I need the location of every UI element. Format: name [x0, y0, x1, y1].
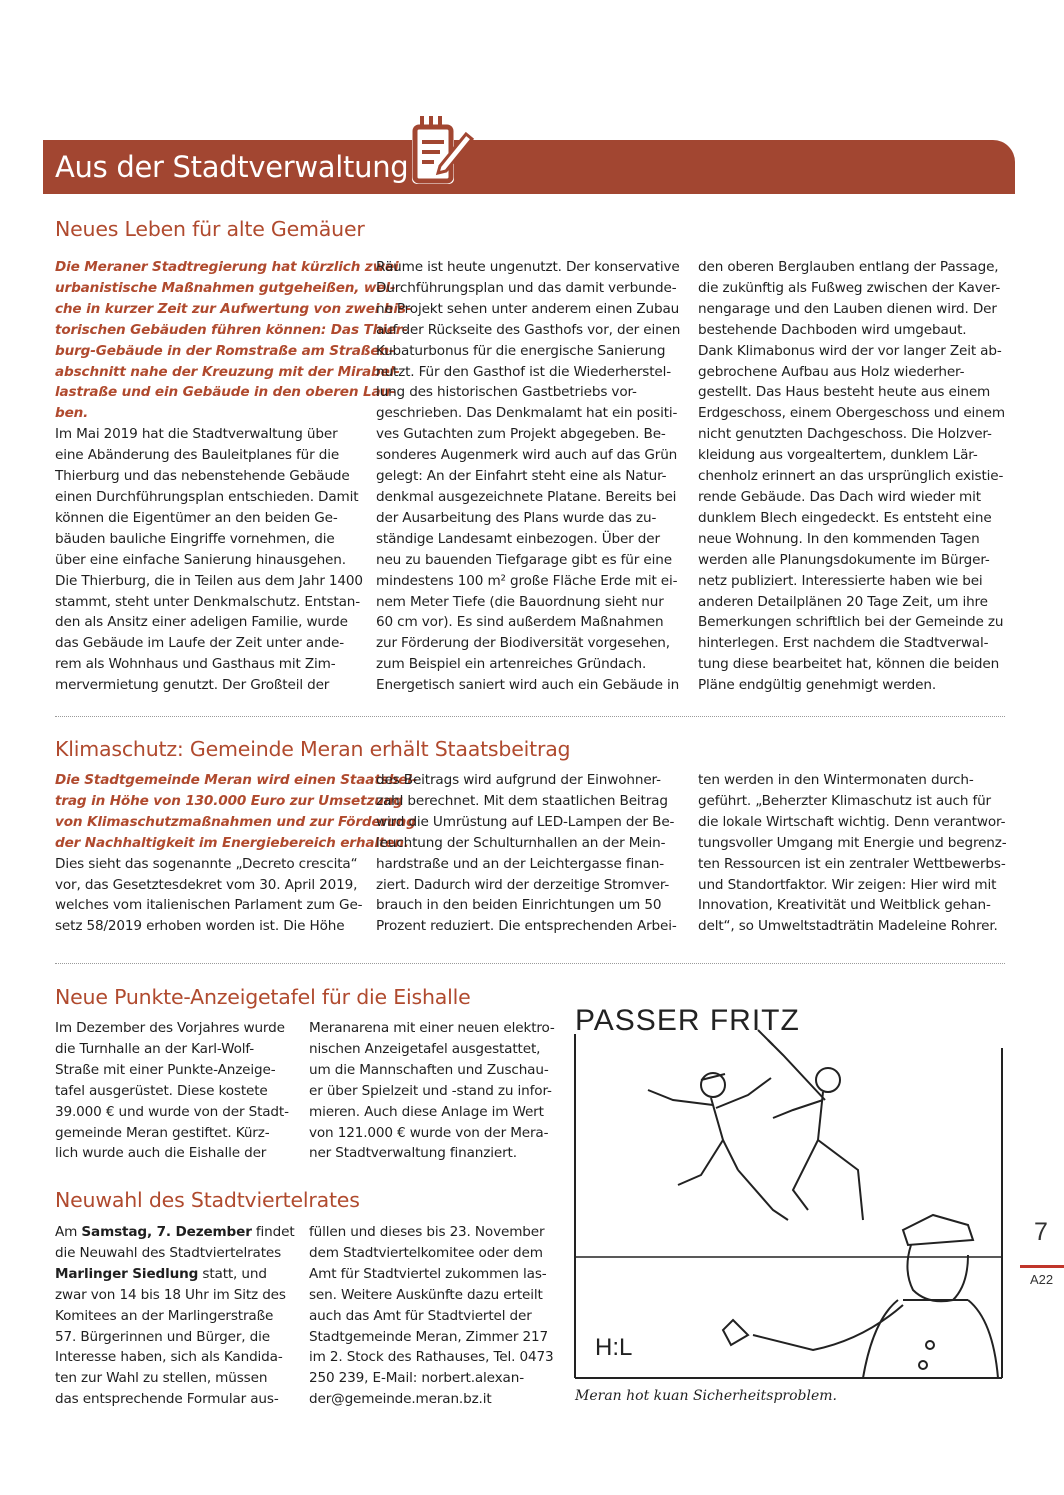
text-line: sen. Weitere Auskünfte dazu erteilt	[309, 1286, 543, 1303]
text-line: im 2. Stock des Rathauses, Tel. 0473	[309, 1349, 554, 1366]
text-line: gemeinde Meran gestiftet. Kürz-	[55, 1124, 270, 1141]
text-line: das Gebäude im Laufe der Zeit unter ande-	[55, 635, 345, 652]
text-line: werden alle Planungsdokumente im Bürger-	[698, 551, 990, 568]
text-line: mindestens 100 m² große Fläche Erde mit ei-	[376, 572, 678, 589]
article-column	[376, 770, 686, 937]
text-line: von Klimaschutzmaßnahmen und zur Förderung	[55, 813, 416, 830]
text-line: neue Wohnung. In den kommenden Tagen	[698, 530, 980, 547]
article-headline: Neue Punkte-Anzeigetafel für die Eishalle	[55, 985, 471, 1009]
text-part: Am	[55, 1224, 82, 1240]
text-line: ten Ressourcen ist ein zentraler Wettbewerbs-	[698, 855, 1006, 872]
text-line: stammt, steht unter Denkmalschutz. Entstan-	[55, 593, 360, 610]
text-line	[55, 1306, 290, 1327]
text-line: Bemerkungen schriftlich bei der Gemeinde zu	[698, 614, 1004, 631]
text-line: netz publiziert. Interessierte haben wie bei	[698, 572, 983, 589]
text-line: trag in Höhe von 130.000 Euro zur Umsetzung	[55, 792, 403, 809]
text-line: um die Mannschaften und Zuschau-	[309, 1061, 549, 1078]
text-line: nem Meter Tiefe (die Bauordnung sieht nur	[376, 593, 664, 610]
text-line: nutzt. Für den Gasthof ist die Wiederherstel-	[376, 363, 672, 380]
text-line: nicht genutzten Dachgeschoss. Die Holzver-	[698, 426, 992, 443]
text-part: 57. Bürgerinnen und Bürger, die	[55, 1328, 270, 1345]
text-line: über eine einfache Sanierung hinausgehen.	[55, 551, 346, 568]
text-line: kleidung aus vorgealtertem, dunklem Lär-	[698, 447, 978, 464]
article-headline: Neues Leben für alte Gemäuer	[55, 217, 365, 241]
page-number: 7	[1034, 1218, 1048, 1246]
bold-text: Samstag, 7. Dezember	[81, 1224, 252, 1240]
text-line: urbanistische Maßnahmen gutgeheißen, wel-	[55, 279, 396, 296]
text-line: er über Spielzeit und -stand zu infor-	[309, 1082, 552, 1099]
text-line: bestehende Dachboden wird umgebaut.	[698, 321, 967, 338]
text-line: Amt für Stadtviertel zukommen las-	[309, 1265, 547, 1282]
text-line: bäuden bauliche Eingriffe vornehmen, die	[55, 530, 335, 547]
text-line: torischen Gebäuden führen können: Das Thier-	[55, 321, 408, 338]
text-line: Energetisch saniert wird auch ein Gebäude in	[376, 677, 680, 694]
text-line: einen Durchführungsplan entschieden. Damit	[55, 488, 359, 505]
text-line: leuchtung der Schulturnhallen an der Mein-	[376, 834, 666, 851]
text-line: Kubaturbonus für die energische Sanierung	[376, 342, 666, 359]
text-line: Pläne endgültig genehmigt werden.	[698, 677, 936, 694]
article-headline: Klimaschutz: Gemeinde Meran erhält Staatsbeitrag	[55, 737, 571, 761]
text-line	[55, 1285, 290, 1306]
text-line	[55, 1222, 295, 1243]
text-line: dem Stadtviertelkomitee oder dem	[309, 1244, 543, 1261]
section-divider	[55, 716, 1005, 717]
text-line: delt“, so Umweltstadträtin Madeleine Rohrer.	[698, 918, 998, 935]
text-line: Straße mit einer Punkte-Anzeige-	[55, 1061, 276, 1078]
text-line: welches vom italienischen Parlament zum Ge-	[55, 897, 363, 914]
text-line: mervermietung genutzt. Der Großteil der	[55, 677, 330, 694]
text-line: denkmal ausgezeichnete Platane. Bereits bei	[376, 488, 677, 505]
text-part: Komitees an der Marlingerstraße	[55, 1307, 274, 1324]
text-line: füllen und dieses bis 23. November	[309, 1224, 545, 1240]
text-part: das entsprechende Formular aus-	[55, 1391, 279, 1408]
text-line: gestellt. Das Haus besteht heute aus einem	[698, 384, 991, 401]
article-column	[698, 257, 1008, 696]
text-line: Räume ist heute ungenutzt. Der konservative	[376, 259, 680, 275]
text-line: den als Ansitz einer adeligen Familie, wurde	[55, 614, 348, 631]
text-line: und Standortfaktor. Wir zeigen: Hier wird mit	[698, 876, 997, 893]
page-marker-bar	[1020, 1265, 1064, 1268]
text-line: neu zu bauenden Tiefgarage gibt es für eine	[376, 551, 672, 568]
text-line: lastraße und ein Gebäude in den oberen Lau-	[55, 384, 396, 401]
text-line: hinterlegen. Erst nachdem die Stadtverwal-	[698, 635, 989, 652]
article-column	[55, 257, 412, 696]
text-line	[55, 1389, 290, 1410]
text-line: anderen Detailplänen 20 Tage Zeit, um ihre	[698, 593, 988, 610]
cartoon-illustration	[573, 1000, 1006, 1380]
text-part: die Neuwahl des Stadtviertelrates	[55, 1244, 282, 1261]
text-line: ben.	[55, 405, 89, 422]
text-line: burg-Gebäude in der Romstraße am Straßen-	[55, 342, 395, 359]
text-line: zum Beispiel ein artenreiches Gründach.	[376, 656, 647, 673]
text-line: Dank Klimabonus wird der vor langer Zeit ab-	[698, 342, 1002, 359]
text-line	[55, 1368, 290, 1389]
article-column	[55, 1222, 295, 1410]
text-line: mieren. Auch diese Anlage im Wert	[309, 1103, 544, 1120]
text-line: Im Dezember des Vorjahres wurde	[55, 1020, 285, 1036]
text-line: che in kurzer Zeit zur Aufwertung von zwei his-	[55, 300, 412, 317]
bold-text: Marlinger Siedlung	[55, 1265, 199, 1282]
text-line: hardstraße und an der Leichtergasse finan-	[376, 855, 664, 872]
text-line: Stadtgemeinde Meran, Zimmer 217	[309, 1328, 548, 1345]
section-divider	[55, 963, 1005, 964]
text-line: ständige Landesamt einbezogen. Über der	[376, 530, 660, 547]
text-line: können die Eigentümer an den beiden Ge-	[55, 509, 338, 526]
text-line: sonderes Augenmerk wird auch auf das Grün	[376, 447, 678, 464]
text-line: ten werden in den Wintermonaten durch-	[698, 772, 974, 788]
text-line: lung des historischen Gastbetriebs vor-	[376, 384, 637, 401]
text-part: statt, und	[198, 1265, 267, 1282]
text-line: rem als Wohnhaus und Gasthaus mit Zim-	[55, 656, 336, 673]
text-line: die zukünftig als Fußweg zwischen der Kaver-	[698, 279, 1001, 296]
text-line: 39.000 € und wurde von der Stadt-	[55, 1103, 289, 1120]
text-line: tafel ausgerüstet. Diese kostete	[55, 1082, 268, 1099]
text-line: Die Thierburg, die in Teilen aus dem Jahr 1400	[55, 572, 363, 589]
text-line: geschrieben. Das Denkmalamt hat ein positi-	[376, 405, 678, 422]
text-line: Thierburg und das nebenstehende Gebäude	[55, 468, 350, 485]
article-column	[309, 1222, 554, 1410]
text-part: zwar von 14 bis 18 Uhr im Sitz des	[55, 1286, 286, 1303]
text-line: ner Stadtverwaltung finanziert.	[309, 1145, 517, 1162]
text-line: die Turnhalle an der Karl-Wolf-	[55, 1040, 255, 1057]
notepad-pencil-icon	[402, 112, 476, 194]
text-line	[55, 1347, 290, 1368]
text-line: tungsvoller Umgang mit Energie und begrenz-	[698, 834, 1007, 851]
section-title: Aus der Stadtverwaltung	[55, 150, 409, 184]
article-column	[698, 770, 1008, 937]
text-line: tung diese bearbeitet hat, können die beiden	[698, 656, 1000, 673]
text-line: auch das Amt für Stadtviertel der	[309, 1307, 532, 1324]
text-line: zahl berechnet. Mit dem staatlichen Beitrag	[376, 792, 668, 809]
text-line: wird die Umrüstung auf LED-Lampen der Be-	[376, 813, 675, 830]
article-column	[309, 1018, 555, 1164]
text-part: findet	[251, 1224, 295, 1240]
text-line: Prozent reduziert. Die entsprechenden Arbei-	[376, 918, 677, 935]
text-line: abschnitt nahe der Kreuzung mit der Mirabel-	[55, 363, 400, 380]
article-headline: Neuwahl des Stadtviertelrates	[55, 1188, 360, 1212]
text-line: Im Mai 2019 hat die Stadtverwaltung über	[55, 426, 338, 443]
text-part: ten zur Wahl zu stellen, müssen	[55, 1370, 268, 1387]
text-line: auf der Rückseite des Gasthofs vor, der einen	[376, 321, 681, 338]
text-line: von 121.000 € wurde von der Mera-	[309, 1124, 549, 1141]
text-line: vor, das Gesetztesdekret vom 30. April 2019,	[55, 876, 358, 893]
page-code: A22	[1030, 1272, 1054, 1287]
text-line: gelegt: An der Einfahrt steht eine als Natur-	[376, 468, 667, 485]
article-column	[55, 1018, 290, 1164]
text-line: Innovation, Kreativität und Weitblick gehan-	[698, 897, 991, 914]
cartoon-title: PASSER FRITZ	[575, 1004, 800, 1037]
cartoon-caption: Meran hot kuan Sicherheitsproblem.	[575, 1388, 837, 1404]
text-line	[55, 1264, 290, 1285]
text-line: nischen Anzeigetafel ausgestattet,	[309, 1040, 541, 1057]
text-line: der@gemeinde.meran.bz.it	[309, 1391, 492, 1408]
text-line: des Beitrags wird aufgrund der Einwohner-	[376, 772, 661, 788]
text-line: Die Meraner Stadtregierung hat kürzlich zwei	[55, 259, 399, 275]
text-line: rende Gebäude. Das Dach wird wieder mit	[698, 488, 981, 505]
text-line: Durchführungsplan und das damit verbunde-	[376, 279, 677, 296]
text-line: Dies sieht das sogenannte „Decreto crescita“	[55, 855, 358, 872]
body-paragraph	[55, 854, 365, 938]
cartoon-signature: H:L	[595, 1334, 633, 1361]
text-line: der Ausarbeitung des Plans wurde das zu-	[376, 509, 657, 526]
text-line: ves Gutachten zum Projekt abgegeben. Be-	[376, 426, 666, 443]
text-line: chenholz erinnert an das ursprünglich existie-	[698, 468, 1004, 485]
text-line: Erdgeschoss, einem Obergeschoss und einem	[698, 405, 1005, 422]
text-line: eine Abänderung des Bauleitplanes für die	[55, 447, 340, 464]
text-line: setz 58/2019 erhoben worden ist. Die Höhe	[55, 918, 345, 935]
text-part: Interesse haben, sich als Kandida-	[55, 1349, 283, 1366]
article-column	[55, 770, 418, 937]
text-line: die lokale Wirtschaft wichtig. Denn verantwor-	[698, 813, 1006, 830]
text-line: geführt. „Beherzter Klimaschutz ist auch für	[698, 792, 991, 809]
text-line: Die Stadtgemeinde Meran wird einen Staatsbei-	[55, 772, 418, 788]
text-line: Meranarena mit einer neuen elektro-	[309, 1020, 555, 1036]
text-line	[55, 1327, 290, 1348]
text-line: der Nachhaltigkeit im Energiebereich erhalten.	[55, 834, 409, 851]
lead-paragraph	[55, 770, 418, 854]
article-column	[376, 257, 686, 696]
text-line: den oberen Berglauben entlang der Passage,	[698, 259, 999, 275]
text-line: dunklem Blech eingedeckt. Es entsteht eine	[698, 509, 992, 526]
text-line: gebrochene Aufbau aus Holz wiederher-	[698, 363, 965, 380]
text-line: ne Projekt sehen unter anderem einen Zubau	[376, 300, 680, 317]
text-line: 250 239, E-Mail: norbert.alexan-	[309, 1370, 524, 1387]
text-line: ziert. Dadurch wird der derzeitige Stromver-	[376, 876, 670, 893]
text-line: nengarage und den Lauben dienen wird. Der	[698, 300, 997, 317]
lead-paragraph	[55, 257, 412, 424]
text-line: brauch in den beiden Einrichtungen um 50	[376, 897, 662, 914]
text-line: 60 cm vor). Es sind außerdem Maßnahmen	[376, 614, 664, 631]
body-paragraph	[55, 424, 365, 696]
text-line	[55, 1243, 290, 1264]
text-line: lich wurde auch die Eishalle der	[55, 1145, 267, 1162]
text-line: zur Förderung der Biodiversität vorgesehen,	[376, 635, 670, 652]
